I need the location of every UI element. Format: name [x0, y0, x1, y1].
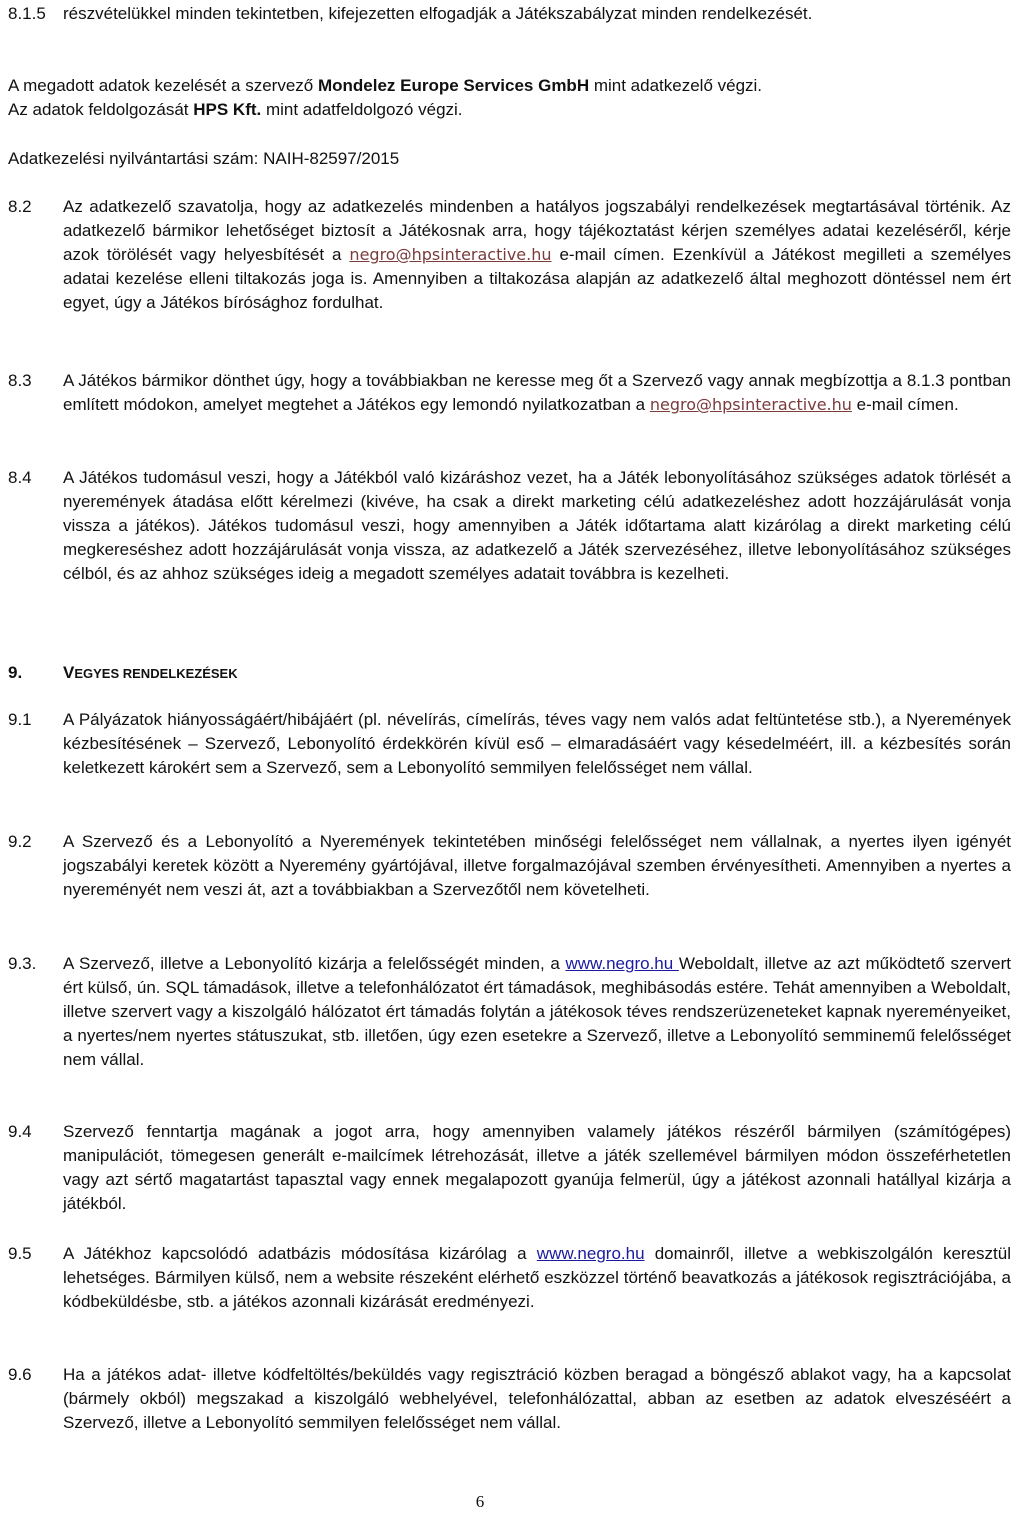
heading-initial: V	[63, 663, 75, 682]
clause-9-3	[8, 952, 1011, 1072]
clause-text: Az adatkezelő szavatolja, hogy az adatkezelés mindenben a hatályos jogszabályi rendelkezések megtartásával történik. Az adatkezelő bármikor lehetőséget biztosít a Játékosnak arra, hogy tájékoztatást kérjen személyes adatai kezeléséről, kérje azok törölését vagy helyesbítését a	[63, 197, 1011, 264]
clause-text: A Pályázatok hiányosságáért/hibájáért (pl. névelírás, címelírás, téves vagy nem valós adat feltüntetése stb.), a Nyeremények kézbesítésének – Szervező, Lebonyolító érdekkörén kívül eső – elmaradásáért vagy késedelméért, ill. a kézbesítés során keletkezett károkért sem a Szervező, sem a Lebonyolító semmilyen felelősséget nem vállal.	[63, 710, 1011, 777]
clause-number: 9.6	[8, 1365, 32, 1384]
page-number: 6	[475, 1492, 485, 1511]
company-name: HPS Kft.	[193, 100, 262, 119]
clause-9-2	[8, 830, 1011, 902]
text-run: mint adatkezelő végzi.	[589, 76, 763, 95]
clause-number: 8.4	[8, 468, 32, 487]
registration-number: Adatkezelési nyilvántartási szám: NAIH-82597/2015	[8, 149, 400, 168]
clause-number: 9.4	[8, 1122, 32, 1141]
clause-text: Weboldalt, illetve az azt működtető szervert ért külső, ún. SQL támadások, illetve a telefonhálózatot ért támadások, meghibásodás estére. Tehát amennyiben a Weboldalt, illetve szervert vagy a kiszolgáló hálózatot ért támadás folytán a játékosok téves rendszerüzeneteket kapnak nyereményeiket, a nyertes/nem nyertes státuszukat, stb. illetően, úgy ezen esetekre a Szervező, illetve a Lebonyolító semminemű felelősséget nem vállal.	[63, 954, 1011, 1069]
clause-text: A Szervező, illetve a Lebonyolító kizárja a felelősségét minden, a	[63, 954, 566, 973]
clause-8-2	[8, 195, 1011, 315]
section-number: 9.	[8, 663, 23, 682]
email-link[interactable]: negro@hpsinteractive.hu	[649, 395, 852, 414]
clause-text: A Játékhoz kapcsolódó adatbázis módosítása kizárólag a	[63, 1244, 537, 1263]
clause-8-3	[8, 369, 1011, 417]
clause-number: 9.3.	[8, 954, 37, 973]
clause-text: részvételükkel minden tekintetben, kifejezetten elfogadják a Játékszabályzat minden rendelkezését.	[63, 4, 813, 23]
controller-paragraph	[8, 74, 956, 122]
clause-number: 8.3	[8, 371, 32, 390]
text-run: A megadott adatok kezelését a szervező	[8, 76, 318, 95]
clause-number: 9.5	[8, 1244, 32, 1263]
section-9-heading	[8, 661, 1011, 686]
clause-8-4	[8, 466, 1011, 586]
clause-number: 9.2	[8, 832, 32, 851]
clause-text: domainről, illetve a webkiszolgálón keresztül lehetséges. Bármilyen külső, nem a website részeként elérhető eszközzel történő beavatkozás a játékosok regisztrációjába, a kódbeküldésbe, stb. a játékos azonnali kizárását eredményezi.	[63, 1244, 1011, 1311]
clause-text: e-mail címen. Ezenkívül a Játékost megilleti a személyes adatai kezelése elleni tiltakozás joga is. Amennyiben a tiltakozása alapján az adatkezelő által meghozott döntéssel nem ért egyet, úgy a Játékos bírósághoz fordulhat.	[63, 245, 1011, 312]
website-link[interactable]: www.negro.hu	[565, 954, 679, 973]
text-run: mint adatfeldolgozó végzi.	[261, 100, 463, 119]
clause-text: Szervező fenntartja magának a jogot arra, hogy amennyiben valamely játékos részéről bármilyen (számítógépes) manipulációt, tömegesen generált e-mailcímek létrehozását, illetve a játék szellemével bármilyen módon összeférhetetlen vagy azt sértő magatartást tapasztal vagy ennek megalapozott gyanúja felmerül, úgy a játékost azonnali hatállyal kizárja a játékból.	[63, 1122, 1011, 1213]
clause-9-4	[8, 1120, 1011, 1216]
clause-text: Ha a játékos adat- illetve kódfeltöltés/beküldés vagy regisztráció közben beragad a böngésző ablakot vagy, ha a kapcsolat (bármely okból) megszakad a kiszolgáló webhelyével, telefonhálózattal, abban az esetben az adatok elveszéséért a Szervező, illetve a Lebonyolító semmilyen felelősséget nem vállal.	[63, 1365, 1011, 1432]
text-run: Az adatok feldolgozását	[8, 100, 194, 119]
heading-rest: EGYES RENDELKEZÉSEK	[74, 666, 238, 681]
clause-number: 9.1	[8, 710, 32, 729]
clause-number: 8.2	[8, 197, 32, 216]
clause-text: A Játékos tudomásul veszi, hogy a Játékból való kizáráshoz vezet, ha a Játék lebonyolításához szükséges adatok törlését a nyeremények átadása előtt kérelmezi (kivéve, ha csak a direkt marketing célú adatkezeléshez adott hozzájárulását vonja vissza a játékos). Játékos tudomásul veszi, hogy amennyiben a Játék időtartama alatt kizárólag a direkt marketing célú megkereséshez adott hozzájárulását vonja vissza, az adatkezelő a Játék szervezéséhez, illetve lebonyolításához szükséges célból, és az ahhoz szükséges ideig a megadott személyes adatait továbbra is kezelheti.	[63, 468, 1011, 583]
clause-text: A Játékos bármikor dönthet úgy, hogy a továbbiakban ne keresse meg őt a Szervező vagy annak megbízottja a 8.1.3 pontban említett módokon, amelyet megtehet a Játékos egy lemondó nyilatkozatban a	[63, 371, 1011, 414]
company-name: Mondelez Europe Services GmbH	[317, 76, 590, 95]
clause-text: A Szervező és a Lebonyolító a Nyeremények tekintetében minőségi felelősséget nem vállalnak, a nyertes ilyen igényét jogszabályi keretek között a Nyeremény gyártójával, illetve forgalmazójával szemben érvényesítheti. Amennyiben a nyertes a nyereményét nem veszi át, azt a továbbiakban a Szervezőtől nem követelheti.	[63, 832, 1011, 899]
processor-line	[8, 98, 956, 122]
clause-9-6	[8, 1363, 1011, 1435]
clause-9-1	[8, 708, 1011, 780]
controller-line	[8, 74, 956, 98]
clause-number: 8.1.5	[8, 4, 46, 23]
website-link[interactable]: www.negro.hu	[536, 1244, 645, 1263]
clause-9-5	[8, 1242, 1011, 1314]
clause-text: e-mail címen.	[851, 395, 959, 414]
clause-8-1-5	[8, 2, 1011, 26]
email-link[interactable]: negro@hpsinteractive.hu	[349, 245, 552, 264]
